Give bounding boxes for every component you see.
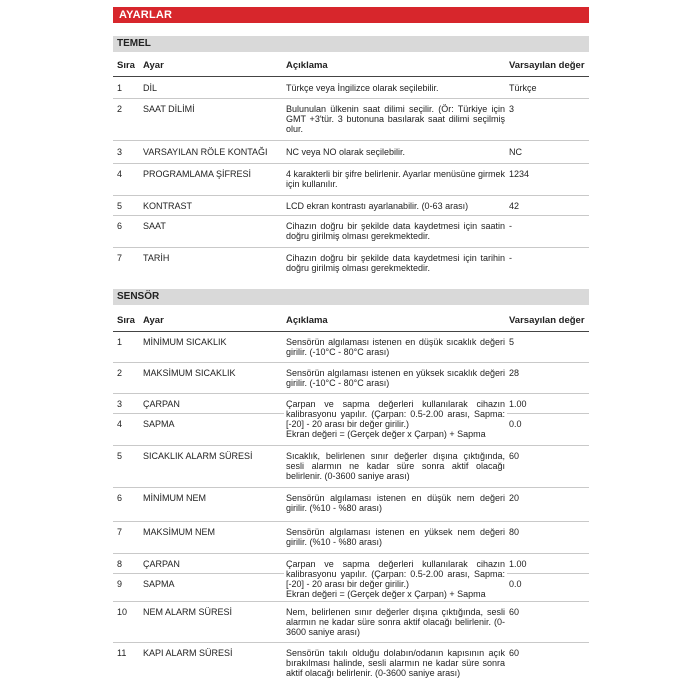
table-row [113, 521, 589, 553]
calibration-text: Çarpan ve sapma değerleri kullanılarak cihazın kalibrasyonu yapılır. (Çarpan: 0.5-2.00 arası, Sapma: [-20] - 20 arası bir değer girilir.) [286, 558, 505, 589]
merged-description-humidity [284, 553, 507, 601]
row-setting: KONTRAST [143, 200, 193, 211]
row-no: 4 [117, 168, 123, 179]
row-no: 6 [117, 492, 123, 503]
row-default: 80 [509, 526, 520, 537]
row-setting: MİNİMUM NEM [143, 492, 206, 503]
row-no: 11 [117, 647, 127, 658]
header-default: Varsayılan değer [509, 314, 585, 326]
row-description: Türkçe veya İngilizce olarak seçilebilir. [286, 82, 439, 93]
settings-document [113, 7, 589, 683]
row-description: Sensörün algılaması istenen en yüksek sıcaklık değeri girilir. (-10°C - 80°C arası) [286, 367, 505, 388]
row-no: 2 [117, 367, 123, 378]
row-no: 7 [117, 252, 123, 263]
table-row [113, 215, 589, 247]
row-description: Nem, belirlenen sınır değerler dışına çıktığında, sesli alarmın ne kadar süre sonra aktif olacağı belirlenir. (0-3600 saniye arası) [286, 606, 505, 637]
row-description: Sensörün algılaması istenen en yüksek nem değeri girilir. (%10 - %80 arası) [286, 526, 505, 547]
row-no: 2 [117, 103, 123, 114]
row-no: 4 [113, 413, 141, 445]
row-default: 20 [509, 492, 520, 503]
row-description: Sensörün algılaması istenen en düşük sıcaklık değeri girilir. (-10°C - 80°C arası) [286, 336, 505, 357]
header-setting: Ayar [143, 314, 164, 326]
row-default: Türkçe [509, 82, 537, 93]
table-row [113, 487, 589, 521]
row-no: 5 [117, 450, 123, 461]
row-default: 0.0 [507, 413, 589, 445]
table-row [113, 140, 589, 163]
row-setting: SAPMA [141, 573, 284, 601]
row-no: 6 [117, 220, 123, 231]
row-default: NC [509, 146, 522, 157]
row-no: 1 [117, 82, 123, 93]
section-banner: AYARLAR [113, 7, 589, 23]
row-description: NC veya NO olarak seçilebilir. [286, 146, 406, 157]
header-no: Sıra [117, 59, 135, 71]
calibration-text: Çarpan ve sapma değerleri kullanılarak cihazın kalibrasyonu yapılır. (Çarpan: 0.5-2.00 arası, Sapma: [-20] - 20 arası bir değer girilir.) [286, 398, 505, 429]
row-setting: SAAT DİLİMİ [143, 103, 195, 114]
row-setting: MAKSİMUM NEM [143, 526, 215, 537]
temel-table [113, 56, 589, 279]
row-no: 3 [117, 146, 123, 157]
row-setting: TARİH [143, 252, 170, 263]
row-default: 60 [509, 606, 520, 617]
table-header [113, 56, 589, 76]
row-no: 1 [117, 336, 123, 347]
table-row [113, 247, 589, 279]
row-setting: MİNİMUM SICAKLIK [143, 336, 227, 347]
row-description: Cihazın doğru bir şekilde data kaydetmesi için tarihin doğru girilmiş olması gerekmektedir. [286, 252, 505, 273]
row-setting: SICAKLIK ALARM SÜRESİ [143, 450, 253, 461]
table-row [113, 76, 589, 98]
table-row [113, 553, 589, 573]
header-no: Sıra [117, 314, 135, 326]
row-setting: VARSAYILAN RÖLE KONTAĞI [143, 146, 268, 157]
row-setting: PROGRAMLAMA ŞİFRESİ [143, 168, 252, 179]
row-setting: ÇARPAN [143, 558, 180, 569]
row-default: - [509, 220, 512, 231]
row-default: 42 [509, 200, 520, 211]
row-description: Sıcaklık, belirlenen sınır değerler dışına çıktığında, sesli alarmın ne kadar süre sonra aktif olacağı belirlenir. (0-3600 saniye arası) [286, 450, 505, 481]
row-no: 10 [117, 606, 128, 617]
header-default: Varsayılan değer [509, 59, 585, 71]
table-row [113, 98, 589, 140]
row-description: Sensörün takılı olduğu dolabın/odanın kapısının açık bırakılması halinde, sesli alarmın ne kadar süre sonra aktif olacağı belirlenir. (0-3600 saniye arası) [286, 647, 505, 678]
row-default: 1.00 [509, 398, 527, 409]
row-setting: KAPI ALARM SÜRESİ [143, 647, 233, 658]
table-row [113, 601, 589, 642]
row-default: 5 [509, 336, 515, 347]
row-setting: DİL [143, 82, 158, 93]
row-description: Sensörün algılaması istenen en düşük nem değeri girilir. (%10 - %80 arası) [286, 492, 505, 513]
row-default: 28 [509, 367, 520, 378]
table-row [113, 331, 589, 362]
row-description: 4 karakterli bir şifre belirlenir. Ayarlar menüsüne girmek için kullanılır. [286, 168, 505, 189]
row-description: LCD ekran kontrastı ayarlanabilir. (0-63 arası) [286, 200, 469, 211]
header-description: Açıklama [286, 59, 328, 71]
row-no: 3 [117, 398, 123, 409]
row-setting: ÇARPAN [143, 398, 180, 409]
sensor-table [113, 311, 589, 683]
header-description: Açıklama [286, 314, 328, 326]
row-no: 5 [117, 200, 123, 211]
row-setting: MAKSİMUM SICAKLIK [143, 367, 236, 378]
row-no: 9 [113, 573, 141, 601]
table-row [113, 445, 589, 487]
row-default: 0.0 [507, 573, 589, 601]
row-description: Cihazın doğru bir şekilde data kaydetmesi için saatin doğru girilmiş olması gerekmektedir. [286, 220, 505, 241]
table-row [113, 163, 589, 195]
table-row [113, 393, 589, 413]
formula-text: Ekran değeri = (Gerçek değer x Çarpan) + Sapma [286, 588, 486, 599]
row-no: 8 [117, 558, 123, 569]
row-setting: NEM ALARM SÜRESİ [143, 606, 233, 617]
row-default: 1.00 [509, 558, 527, 569]
row-default: 60 [509, 647, 520, 658]
row-description: Bulunulan ülkenin saat dilimi seçilir. (Ör: Türkiye için GMT +3'tür. 3 butonuna basılarak saat dilimi seçilmiş olur. [286, 103, 505, 134]
temel-section-title: TEMEL [113, 36, 589, 52]
row-setting: SAPMA [141, 413, 284, 445]
table-row [113, 362, 589, 393]
table-row [113, 195, 589, 215]
row-no: 7 [117, 526, 123, 537]
header-setting: Ayar [143, 59, 164, 71]
table-header [113, 311, 589, 331]
formula-text: Ekran değeri = (Gerçek değer x Çarpan) + Sapma [286, 428, 486, 439]
row-default: - [509, 252, 512, 263]
row-default: 3 [509, 103, 515, 114]
table-row [113, 642, 589, 683]
row-default: 60 [509, 450, 520, 461]
row-default: 1234 [509, 168, 530, 179]
sensor-section-title: SENSÖR [113, 289, 589, 305]
merged-description-temperature [284, 393, 507, 445]
row-setting: SAAT [143, 220, 166, 231]
